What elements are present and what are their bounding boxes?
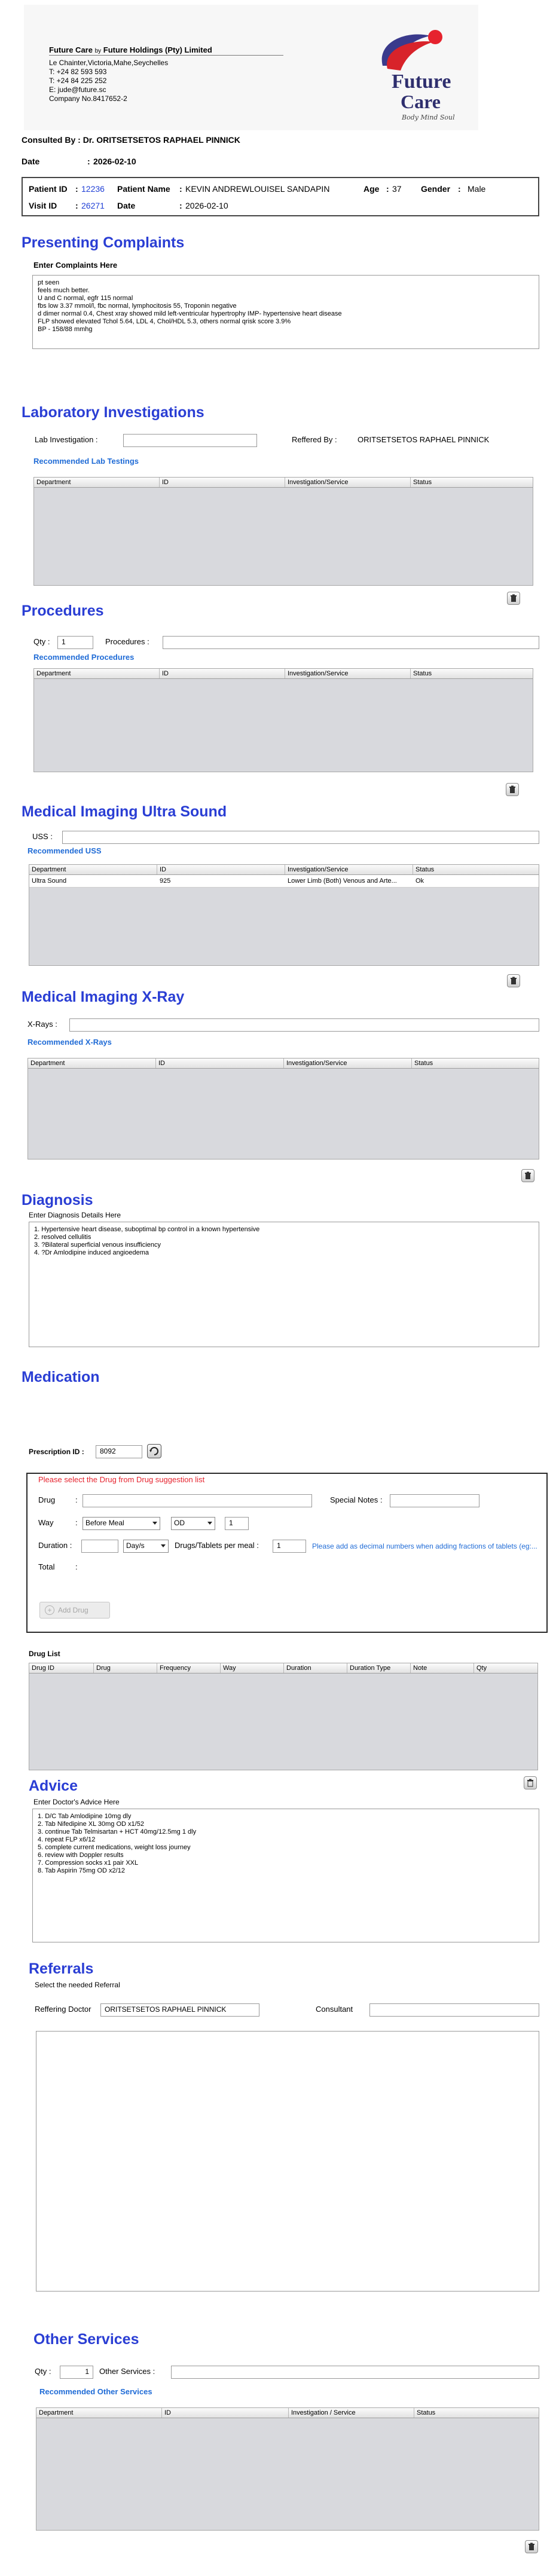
drug-list-header	[29, 1663, 537, 1674]
lab-grid-header	[34, 478, 533, 488]
chevron-down-icon	[152, 1522, 157, 1525]
special-notes-input[interactable]	[390, 1494, 479, 1507]
col-duration-type[interactable]: Duration Type	[347, 1663, 411, 1673]
referring-doctor-label: Reffering Doctor	[35, 2005, 91, 2014]
duration-unit-select[interactable]: Day/s	[123, 1540, 169, 1553]
complaints-label: Enter Complaints Here	[33, 261, 118, 270]
company-tel2: T: +24 84 225 252	[49, 77, 107, 85]
xray-grid	[28, 1058, 539, 1159]
visit-date-value: 2026-02-10	[185, 201, 228, 210]
uss-title: Medical Imaging Ultra Sound	[22, 803, 227, 820]
chevron-down-icon	[207, 1522, 212, 1525]
col-status[interactable]: Status	[416, 866, 435, 873]
frequency-select[interactable]: OD	[171, 1517, 215, 1530]
trash-icon	[509, 977, 518, 985]
col-qty[interactable]: Qty	[476, 1665, 487, 1672]
company-address: Le Chainter,Victoria,Mahe,Seychelles	[49, 59, 169, 67]
proc-qty-input[interactable]: 1	[57, 636, 93, 649]
age-value: 37	[392, 184, 402, 194]
other-services-delete-button[interactable]	[525, 2540, 538, 2553]
recommended-proc-label: Recommended Procedures	[33, 653, 135, 662]
other-services-grid	[36, 2407, 539, 2531]
drug-list-delete-button[interactable]	[524, 1776, 537, 1789]
procedures-delete-button[interactable]	[506, 783, 519, 796]
col-status[interactable]: Status	[413, 670, 432, 677]
plus-circle-icon: +	[45, 1605, 54, 1615]
trash-icon	[508, 785, 517, 794]
col-service[interactable]: Investigation/Service	[284, 1058, 412, 1068]
referral-letter-textarea[interactable]	[36, 2031, 539, 2292]
other-services-input[interactable]	[171, 2366, 539, 2379]
procedures-grid-header	[34, 669, 533, 679]
xray-delete-button[interactable]	[521, 1169, 534, 1182]
col-service[interactable]: Investigation / Service	[289, 2408, 414, 2418]
col-drug[interactable]: Drug	[94, 1663, 157, 1673]
lab-delete-button[interactable]	[507, 592, 520, 605]
uss-grid	[29, 864, 539, 966]
lab-investigation-input[interactable]	[123, 434, 257, 447]
duration-input[interactable]	[81, 1540, 118, 1553]
gender-value: Male	[468, 184, 486, 194]
col-id[interactable]: ID	[157, 865, 285, 874]
advice-label: Enter Doctor's Advice Here	[33, 1798, 120, 1806]
drug-list-grid	[29, 1663, 538, 1770]
trash-icon	[524, 1171, 532, 1180]
recommended-lab-label: Recommended Lab Testings	[33, 457, 139, 466]
visit-id-value: 26271	[81, 201, 105, 210]
drug-input[interactable]	[83, 1494, 312, 1507]
xray-input[interactable]	[69, 1018, 539, 1032]
complaints-textarea[interactable]: pt seen feels much better. U and C normal, egfr 115 normal fbs low 3.37 mmol/l, fbc normal, lymphocitosis 55, Troponin negative d dimer normal 0.4, Chest xray showed mild left-ventricular hypertrophy IMP- hypertensive heart disease FLP showed elevated Tchol 5.64, LDL 4, Chol/HDL 5.3, others normal qrisk score 3.9% BP - 158/88 mmhg	[32, 275, 539, 349]
table-row[interactable]: Ultra Sound 925 Lower Limb (Both) Venous and Arte... Ok	[29, 875, 539, 888]
total-label: Total	[38, 1562, 55, 1571]
drug-label: Drug	[38, 1495, 56, 1504]
prescription-input[interactable]: 8092	[96, 1445, 142, 1458]
col-department[interactable]: Department	[34, 478, 160, 487]
visit-date-label: Date	[117, 201, 136, 210]
trash-icon	[527, 2543, 536, 2551]
procedures-grid	[33, 668, 533, 772]
per-meal-input[interactable]: 1	[273, 1540, 306, 1553]
company-email: E: jude@future.sc	[49, 85, 106, 94]
patient-id-value: 12236	[81, 184, 105, 194]
way-label: Way	[38, 1518, 54, 1527]
gender-label: Gender	[421, 184, 451, 194]
xray-grid-header	[28, 1058, 539, 1069]
other-services-label: Other Services :	[99, 2367, 155, 2376]
prescription-label: Prescription ID :	[29, 1448, 84, 1456]
uss-delete-button[interactable]	[507, 974, 520, 987]
uss-label: USS :	[32, 832, 53, 841]
lab-title: Laboratory Investigations	[22, 404, 204, 421]
referrals-title: Referrals	[29, 1960, 94, 1977]
col-status[interactable]: Status	[417, 2409, 436, 2416]
other-services-header	[36, 2408, 539, 2418]
lab-input-label: Lab Investigation :	[35, 435, 98, 444]
col-id[interactable]: ID	[160, 669, 285, 678]
consultant-input[interactable]	[369, 2003, 539, 2017]
col-service[interactable]: Investigation/Service	[285, 669, 411, 678]
visit-id-label: Visit ID	[29, 201, 57, 210]
company-number: Company No.8417652-2	[49, 94, 127, 103]
col-status[interactable]: Status	[413, 479, 432, 486]
diagnosis-textarea[interactable]: 1. Hypertensive heart disease, suboptimal bp control in a known hypertensive 2. resolved cellulitis 3. ?Bilateral superficial venous insufficiency 4. ?Dr Amlodipine induced angioedema	[29, 1222, 539, 1347]
advice-textarea[interactable]: 1. D/C Tab Amlodipine 10mg dly 2. Tab Nifedipine XL 30mg OD x1/52 3. continue Tab Telmisartan + HCT 40mg/12.5mg 1 dly 4. repeat FLP x6/12 5. complete current medications, weight loss journey 6. review with Doppler results 7. Compression socks x1 pair XXL 8. Tab Aspirin 75mg OD x2/12	[32, 1809, 539, 1942]
col-department[interactable]: Department	[36, 2408, 162, 2418]
logo-word-care: Care	[401, 91, 441, 112]
col-status[interactable]: Status	[414, 1060, 433, 1067]
recommended-xray-label: Recommended X-Rays	[28, 1038, 112, 1047]
other-services-title: Other Services	[33, 2331, 139, 2348]
referred-by-label: Reffered By :	[292, 435, 337, 444]
col-department[interactable]: Department	[29, 865, 157, 874]
logo-tagline: Body Mind Soul	[402, 114, 455, 121]
patient-info-box: Patient ID : 12236 Patient Name : KEVIN ANDREWLOUISEL SANDAPIN Age : 37 Gender : Male Visit ID : 26271 Date : 2026-02-10	[22, 177, 539, 216]
logo-word-future: Future	[392, 71, 451, 93]
special-notes-label: Special Notes	[330, 1495, 378, 1504]
procedures-input[interactable]	[163, 636, 539, 649]
col-way[interactable]: Way	[221, 1663, 284, 1673]
drug-list-title: Drug List	[29, 1650, 60, 1658]
referral-select-label: Select the needed Referral	[35, 1981, 120, 1989]
recommended-other-label: Recommended Other Services	[39, 2387, 152, 2396]
col-note[interactable]: Note	[411, 1663, 474, 1673]
xray-label: X-Rays :	[28, 1020, 57, 1029]
col-duration[interactable]: Duration	[284, 1663, 347, 1673]
diagnosis-title: Diagnosis	[22, 1192, 93, 1209]
col-id[interactable]: ID	[162, 2408, 289, 2418]
procedures-label: Procedures :	[105, 637, 149, 646]
company-name: Future Care by Future Holdings (Pty) Limited	[49, 45, 212, 54]
proc-qty-label: Qty :	[33, 637, 50, 646]
age-label: Age	[363, 184, 380, 194]
advice-title: Advice	[29, 1777, 78, 1794]
frequency-qty-input[interactable]: 1	[225, 1517, 249, 1530]
col-id[interactable]: ID	[160, 478, 285, 487]
medication-title: Medication	[22, 1369, 100, 1385]
trash-icon	[509, 594, 518, 602]
uss-grid-header	[29, 865, 539, 875]
col-drug-id[interactable]: Drug ID	[29, 1663, 94, 1673]
patient-name-value: KEVIN ANDREWLOUISEL SANDAPIN	[185, 184, 330, 194]
future-care-logo	[359, 24, 478, 131]
per-meal-label: Drugs/Tablets per meal :	[175, 1541, 259, 1550]
company-tel: T: +24 82 593 593	[49, 68, 107, 76]
recommended-uss-label: Recommended USS	[28, 846, 102, 855]
lab-grid	[33, 477, 533, 586]
referring-doctor-input[interactable]: ORITSETSETOS RAPHAEL PINNICK	[100, 2003, 259, 2017]
col-frequency[interactable]: Frequency	[157, 1663, 221, 1673]
col-department[interactable]: Department	[28, 1058, 156, 1068]
refresh-prescription-button[interactable]	[147, 1444, 161, 1458]
trash-icon	[526, 1779, 534, 1787]
patient-id-label: Patient ID	[29, 184, 68, 194]
drug-warning: Please select the Drug from Drug suggestion list	[38, 1475, 205, 1484]
chevron-down-icon	[161, 1544, 166, 1547]
duration-label: Duration :	[38, 1541, 72, 1550]
other-qty-input[interactable]: 1	[60, 2366, 93, 2379]
way-select[interactable]: Before Meal	[83, 1517, 160, 1530]
patient-name-label: Patient Name	[117, 184, 170, 194]
procedures-title: Procedures	[22, 602, 104, 619]
col-service[interactable]: Investigation/Service	[285, 478, 411, 487]
col-service[interactable]: Investigation/Service	[285, 865, 413, 874]
diagnosis-label: Enter Diagnosis Details Here	[29, 1211, 121, 1219]
refresh-icon	[148, 1445, 161, 1458]
letterhead-divider	[49, 55, 283, 56]
complaints-title: Presenting Complaints	[22, 234, 185, 251]
add-drug-panel: Please select the Drug from Drug suggestion list Drug : Special Notes : Way : Before Meal OD 1 Duration : Day/s Drugs/Tablets per meal : 1 Please add as decimal numbers when adding fractions of tablets (eg:... Total :	[26, 1473, 548, 1633]
consultant-label: Consultant	[316, 2005, 353, 2014]
col-id[interactable]: ID	[156, 1058, 284, 1068]
xray-title: Medical Imaging X-Ray	[22, 989, 185, 1005]
consult-date: Date : 2026-02-10	[22, 157, 136, 166]
add-drug-button[interactable]: + Add Drug	[39, 1602, 110, 1619]
col-department[interactable]: Department	[34, 669, 160, 678]
uss-input[interactable]	[62, 831, 539, 844]
referred-by-value: ORITSETSETOS RAPHAEL PINNICK	[358, 435, 490, 444]
fraction-hint: Please add as decimal numbers when adding fractions of tablets (eg:...	[312, 1542, 537, 1550]
other-qty-label: Qty :	[35, 2367, 51, 2376]
consulted-by: Consulted By : Dr. ORITSETSETOS RAPHAEL PINNICK	[22, 135, 240, 145]
